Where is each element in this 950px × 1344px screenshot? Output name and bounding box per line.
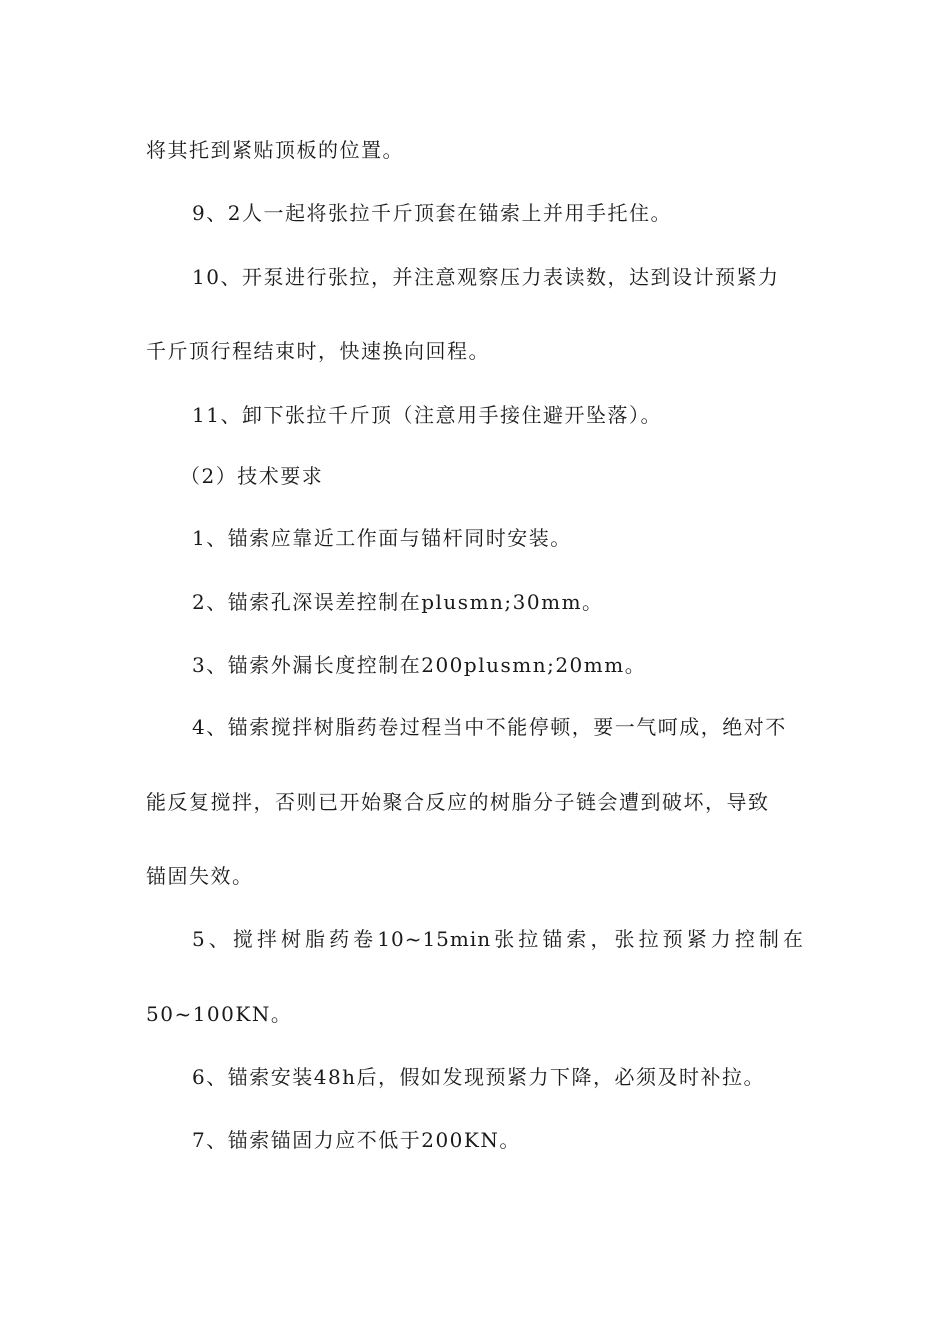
text-line: 50~100KN。 — [146, 1002, 293, 1026]
text-line: 千斤顶行程结束时，快速换向回程。 — [146, 339, 490, 363]
text-line: 6、锚索安装48h后，假如发现预紧力下降，必须及时补拉。 — [192, 1065, 766, 1089]
text-line: 将其托到紧贴顶板的位置。 — [146, 138, 404, 162]
text-line: 7、锚索锚固力应不低于200KN。 — [192, 1128, 521, 1152]
section-heading: （2）技术要求 — [180, 464, 324, 488]
text-line: 2、锚索孔深误差控制在plusmn;30mm。 — [192, 590, 604, 614]
text-line: 3、锚索外漏长度控制在200plusmn;20mm。 — [192, 653, 647, 677]
text-line: 5、搅拌树脂药卷10~15min张拉锚索，张拉预紧力控制在 — [192, 927, 804, 951]
text-line: 10、开泵进行张拉，并注意观察压力表读数，达到设计预紧力 — [192, 265, 780, 289]
text-line: 1、锚索应靠近工作面与锚杆同时安装。 — [192, 526, 572, 550]
text-line: 9、2人一起将张拉千斤顶套在锚索上并用手托住。 — [192, 201, 672, 225]
text-line: 4、锚索搅拌树脂药卷过程当中不能停顿，要一气呵成，绝对不 — [192, 715, 787, 739]
text-line: 锚固失效。 — [146, 864, 254, 888]
text-line: 能反复搅拌，否则已开始聚合反应的树脂分子链会遭到破坏，导致 — [146, 790, 770, 814]
text-line: 11、卸下张拉千斤顶（注意用手接住避开坠落）。 — [192, 403, 662, 427]
